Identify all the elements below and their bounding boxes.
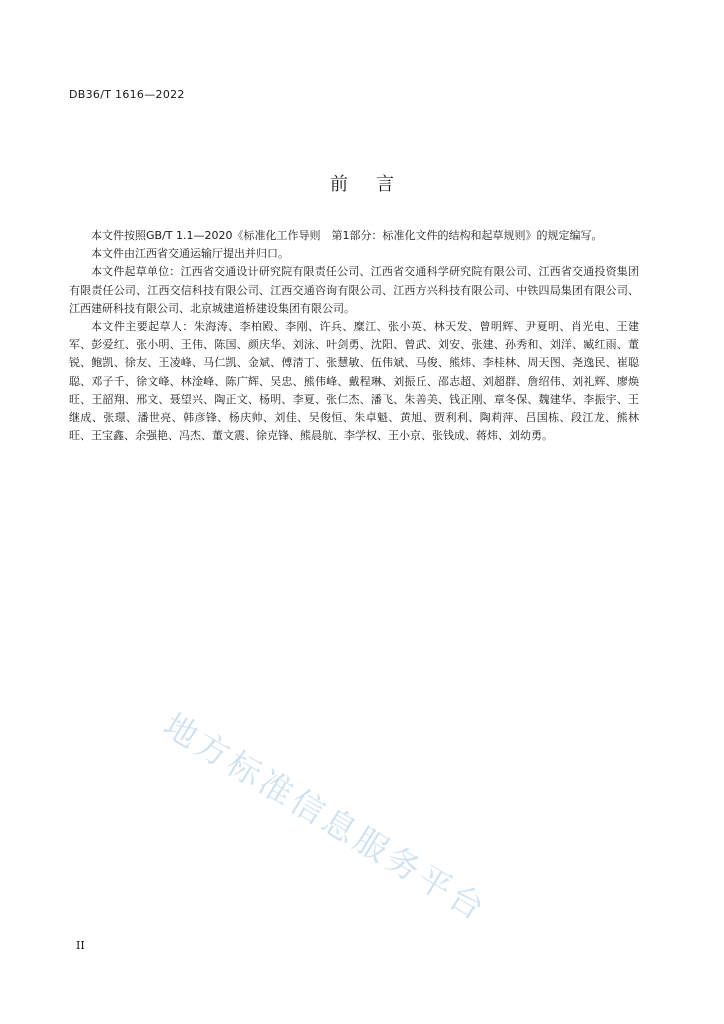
paragraph-drafting-rules: 本文件按照GB/T 1.1—2020《标准化工作导则 第1部分：标准化文件的结构和起草规则》的规定编写。: [91, 229, 603, 242]
paragraph-drafting-units: 本文件起草单位：江西省交通设计研究院有限责任公司、江西省交通科学研究院有限公司、江西省交通投资集团有限责任公司、江西交信科技有限公司、江西交通咨询有限公司、江西方兴科技有限公司、中铁四局集团有限公司、江西建研科技有限公司、北京城建道桥建设集团有限公司。: [69, 265, 639, 315]
document-code: DB36/T 1616—2022: [69, 88, 185, 101]
paragraph-drafters: 本文件主要起草人：朱海涛、李柏殿、李刚、许兵、糜江、张小英、林天发、曾明辉、尹夏明、肖光电、王建军、彭爱红、张小明、王伟、陈国、颜庆华、刘泳、叶剑勇、沈阳、曾武、刘安、张建、孙秀和、刘洋、臧红雨、董锐、鲍凯、徐友、王凌峰、马仁凯、金斌、傅清丁、张慧敏、伍伟斌、马俊、熊炜、李桂林、周天图、尧逸民、崔聪聪、邓子千、徐文峰、林淦峰、陈广辉、吴忠、熊伟峰、戴程琳、刘振丘、邵志超、刘超群、詹绍伟、刘礼辉、廖焕旺、王韶翔、邢文、聂望兴、陶正文、杨明、李夏、张仁杰、潘飞、朱善美、钱正刚、章冬保、魏建华、李振宇、王继成、张璟、潘世亮、韩彦锋、杨庆帅、刘佳、吴俊恒、朱卓魁、黄旭、贾利利、陶莉萍、吕国栋、段江龙、熊林旺、王宝鑫、余强艳、冯杰、董文震、徐克锋、熊晨航、李学权、王小京、张钱成、蒋炜、刘幼勇。: [69, 320, 639, 443]
paragraph-proposer: 本文件由江西省交通运输厅提出并归口。: [91, 247, 289, 261]
page-number: II: [76, 939, 85, 952]
watermark: 地方标准信息服务平台: [156, 705, 495, 930]
document-body: [69, 227, 639, 445]
page-title: 前言: [330, 174, 422, 195]
